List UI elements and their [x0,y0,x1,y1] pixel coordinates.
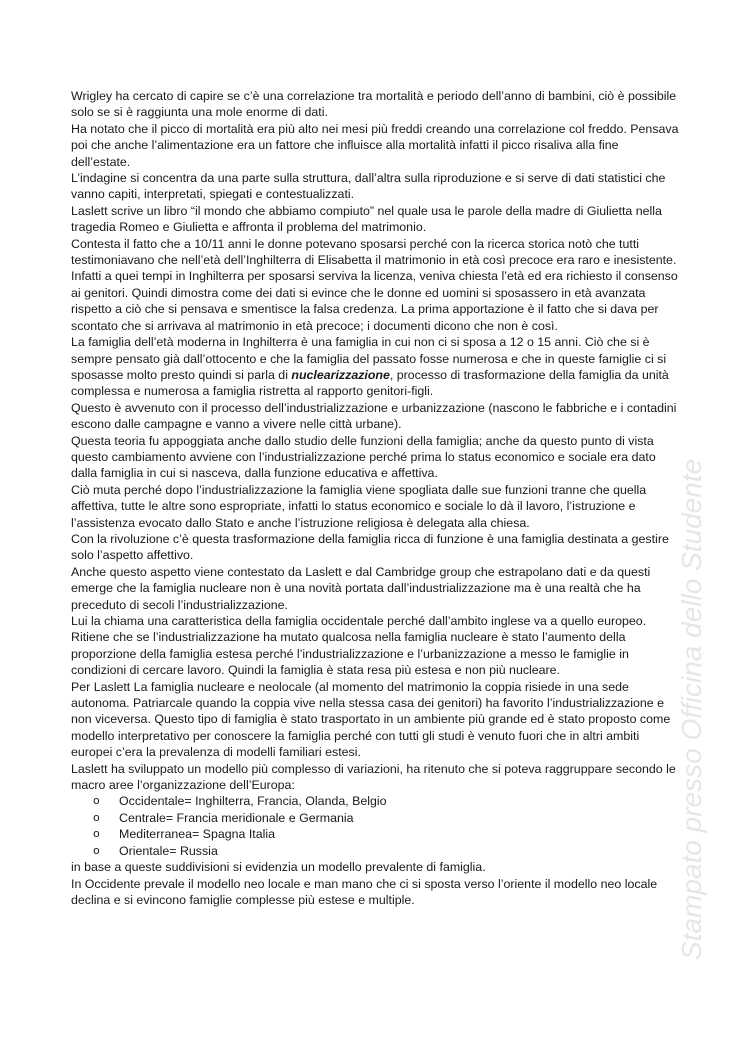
paragraph-nuclearization-tail: , processo di trasformazione della famiglia da unità complessa e numerosa a famiglia ristretta al rapporto genitori-figli. [71,367,669,399]
paragraph-revolution: Con la rivoluzione c’è questa trasformazione della famiglia ricca di funzione è una famiglia destinata a gestire solo l’aspetto affettivo. [71,531,669,563]
bullet-marker: o [93,827,100,841]
region-label: Orientale= Russia [119,843,218,858]
region-label: Centrale= Francia meridionale e Germania [119,810,354,825]
paragraph-western-family: Lui la chiama una caratteristica della famiglia occidentale perché dall’ambito inglese va a quello europeo. Ritiene che se l’industrializzazione ha mutato qualcosa nella famiglia nucleare è stato l’aumento della proporzione della famiglia estesa perché l’industrializzazione e l’urbanizzazione a messo le famiglie in condizioni di cercare lavoro. Quindi la famiglia è stata resa più estesa e non più nucleare. [71,614,647,678]
paragraph-industrialization: Questo è avvenuto con il processo dell’industrializzazione e urbanizzazione (nascono le fabbriche e i contadini escono dalle campagne e vanno a vivere nelle città urbane). [71,400,677,432]
list-item-orientale [93,843,681,859]
emphasis-nuclearizzazione: nuclearizzazione [291,367,390,382]
paragraph-mortality-peak: Ha notato che il picco di mortalità era più alto nei mesi più freddi creando una correlazione col freddo. Pensava poi che anche l’alimentazione era un fattore che influisce alla mortalità infatti il picco risaliva alla fine dell’estate. [71,121,679,169]
paragraph-neolocal-family: Per Laslett La famiglia nucleare e neolocale (al momento del matrimonio la coppia risiede in una sede autonoma. Patriarcale quando la coppia vive nella stessa casa dei genitori) ha favorito l’industrializzazione e non viceversa. Questo tipo di famiglia è stato trasportato in un ambiente più grande ed è stato proposto come modello interpretativo per conoscere la famiglia perché con tutti gli studi è venuto fuori che in altri ambiti europei c’era la prevalenza di modelli familiari estesi. [71,679,671,760]
list-item-mediterranea [93,826,681,842]
paragraph-functions-stripped: Ciò muta perché dopo l’industrializzazione la famiglia viene spogliata dalle sue funzioni tranne che quella affettiva, tutte le altre sono espropriate, infatti lo status economico e sociale lo dà il lavoro, l’istruzione e l’assistenza evocato dallo Stato e anche l’istruzione religiosa è delegata alla chiesa. [71,482,647,530]
list-item-centrale [93,810,681,826]
list-item-occidentale [93,793,681,809]
paragraph-nuclearization-lead: La famiglia dell’età moderna in Inghilterra è una famiglia in cui non ci si sposa a 12 o 15 anni. Ciò che si è sempre pensato già dall’ottocento e che la famiglia del passato fosse numerosa e che in queste famiglie ci si sposasse molto presto quindi si parla di [71,335,667,382]
watermark-text: Stampato presso Officina dello Studente [676,458,707,960]
region-label: Occidentale= Inghilterra, Francia, Olanda, Belgio [119,794,387,809]
bullet-marker: o [93,810,100,824]
bullet-marker: o [93,843,100,857]
paragraph-nuclearization [71,334,681,400]
paragraph-west-east: In Occidente prevale il modello neo locale e man mano che ci si sposta verso l’oriente il modello neo locale declina e si evincono famiglie complesse più estese e multiple. [71,876,658,907]
paragraph-marriage-age: Contesta il fatto che a 10/11 anni le donne potevano sposarsi perché con la ricerca storica notò che tutti testimoniavano che nell’età dell’Inghilterra di Elisabetta il matrimonio in età così precoce era raro e inesistente. Infatti a quei tempi in Inghilterra per sposarsi serviva la licenza, veniva chiesta l’età ed era richiesto il consenso ai genitori. Quindi dimostra come dei dati si evince che le donne ed uomini si sposassero in età avanzata rispetto a ciò che si pensava e smentisce la falsa credenza. La prima apportazione è il fatto che si dava per scontato che si arrivava al matrimonio in età precoce; i documenti dicono che non è così. [71,236,678,333]
document-body [71,88,681,908]
paragraph-cambridge-group: Anche questo aspetto viene contestato da Laslett e dal Cambridge group che estrapolano dati e da questi emerge che la famiglia nucleare non è una novità portata dall’industrializzazione ma è una realtà che ha preceduto di secoli l’industrializzazione. [71,564,651,612]
paragraph-investigation-focus: L’indagine si concentra da una parte sulla struttura, dall’altra sulla riproduzione e si serve di dati statistici che vanno capiti, interpretati, spiegati e contestualizzati. [71,171,666,202]
region-label: Mediterranea= Spagna Italia [119,827,276,842]
bullet-marker: o [93,794,100,808]
paragraph-wrigley-correlation: Wrigley ha cercato di capire se c’è una correlazione tra mortalità e periodo dell’anno di bambini, ciò è possibile solo se si è raggiunta una mole enorme di dati. [71,89,677,120]
regions-list [71,793,681,859]
paragraph-laslett-book: Laslett scrive un libro “il mondo che abbiamo compiuto” nel quale usa le parole della madre di Giulietta nella tragedia Romeo e Giulietta e affronta il problema del matrimonio. [71,203,662,235]
paragraph-family-functions: Questa teoria fu appoggiata anche dallo studio delle funzioni della famiglia; anche da questo punto di vista questo cambiamento avviene con l’industrializzazione perché prima lo status economico e sociale era dato dalla famiglia in cui si nasceva, dalla funzione educativa e affettiva. [71,433,656,481]
paragraph-macro-areas: Laslett ha sviluppato un modello più complesso di variazioni, ha ritenuto che si poteva raggruppare secondo le macro aree l’organizzazione dell’Europa: [71,761,676,793]
paragraph-prevalent-model: in base a queste suddivisioni si evidenzia un modello prevalente di famiglia. [71,860,486,875]
